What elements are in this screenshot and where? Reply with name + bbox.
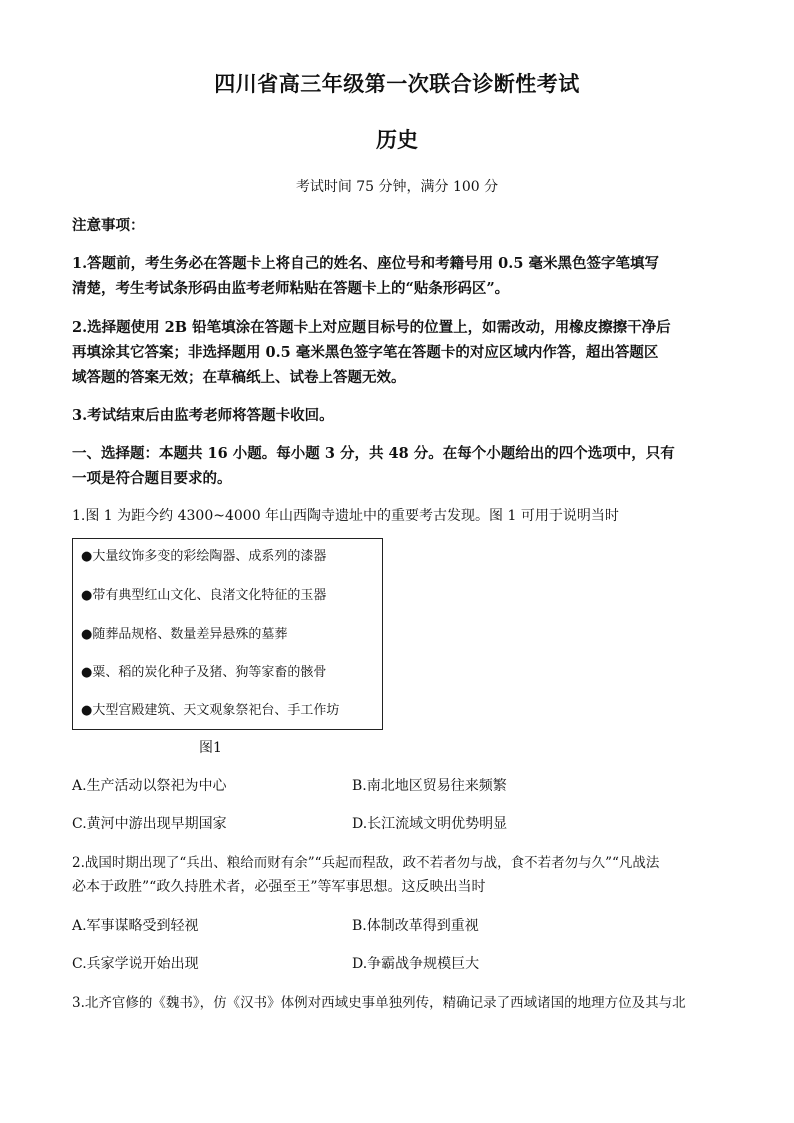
question-2-option-c[interactable]: C.兵家学说开始出现 [72,956,199,972]
figure-1-item: ●带有典型红山文化、良渚文化特征的玉器 [81,588,327,603]
question-1-stem: 1.图 1 为距今约 4300~4000 年山西陶寺遗址中的重要考古发现。图 1 可用于说明当时 [72,508,619,524]
notice-item-3: 3.考试结束后由监考老师将答题卡收回。 [72,407,334,424]
section-1-line-1: 一、选择题：本题共 16 小题。每小题 3 分，共 48 分。在每个小题给出的四个选项中，只有 [72,445,675,462]
notice-item-2-line-3: 域答题的答案无效；在草稿纸上、试卷上答题无效。 [72,369,406,386]
notice-heading: 注意事项： [72,217,145,234]
question-2-stem-line-1: 2.战国时期出现了“兵出、粮给而财有余”“兵起而程敌，政不若者勿与战，食不若者勿与久”“凡战法 [72,855,660,871]
question-2-stem-line-2: 必本于政胜”“政久持胜术者，必强至王”等军事思想。这反映出当时 [72,879,486,895]
figure-1-item: ●大型宫殿建筑、天文观象祭祀台、手工作坊 [81,703,340,718]
subject-title: 历史 [376,127,418,152]
notice-item-2-line-1: 2.选择题使用 2B 铅笔填涂在答题卡上对应题目标号的位置上，如需改动，用橡皮擦擦干净后 [72,319,671,336]
figure-1-caption: 图1 [199,740,222,756]
exam-title: 四川省高三年级第一次联合诊断性考试 [214,71,580,96]
question-2-option-d[interactable]: D.争霸战争规模巨大 [352,956,480,972]
question-1-option-d[interactable]: D.长江流域文明优势明显 [352,816,508,832]
figure-1-item: ●大量纹饰多变的彩绘陶器、成系列的漆器 [81,549,327,564]
exam-time-note: 考试时间 75 分钟，满分 100 分 [295,179,499,195]
notice-item-1-line-2: 清楚，考生考试条形码由监考老师粘贴在答题卡上的“贴条形码区”。 [72,280,510,297]
question-2-option-a[interactable]: A.军事谋略受到轻视 [72,918,199,934]
question-1-option-b[interactable]: B.南北地区贸易往来频繁 [352,778,507,794]
figure-1-item: ●粟、稻的炭化种子及猪、狗等家畜的骸骨 [81,665,327,680]
notice-item-1-line-1: 1.答题前，考生务必在答题卡上将自己的姓名、座位号和考籍号用 0.5 毫米黑色签字笔填写 [72,255,659,272]
question-1-option-c[interactable]: C.黄河中游出现早期国家 [72,816,227,832]
question-1-option-a[interactable]: A.生产活动以祭祀为中心 [72,778,227,794]
question-3-stem-line-1: 3.北齐官修的《魏书》，仿《汉书》体例对西域史事单独列传，精确记录了西域诸国的地理方位及其与北 [72,995,686,1011]
figure-1-box [72,538,383,730]
notice-item-2-line-2: 再填涂其它答案；非选择题用 0.5 毫米黑色签字笔在答题卡的对应区域内作答，超出答题区 [72,344,659,361]
figure-1-item: ●随葬品规格、数量差异悬殊的墓葬 [81,627,288,642]
section-1-line-2: 一项是符合题目要求的。 [72,470,232,487]
question-2-option-b[interactable]: B.体制改革得到重视 [352,918,479,934]
